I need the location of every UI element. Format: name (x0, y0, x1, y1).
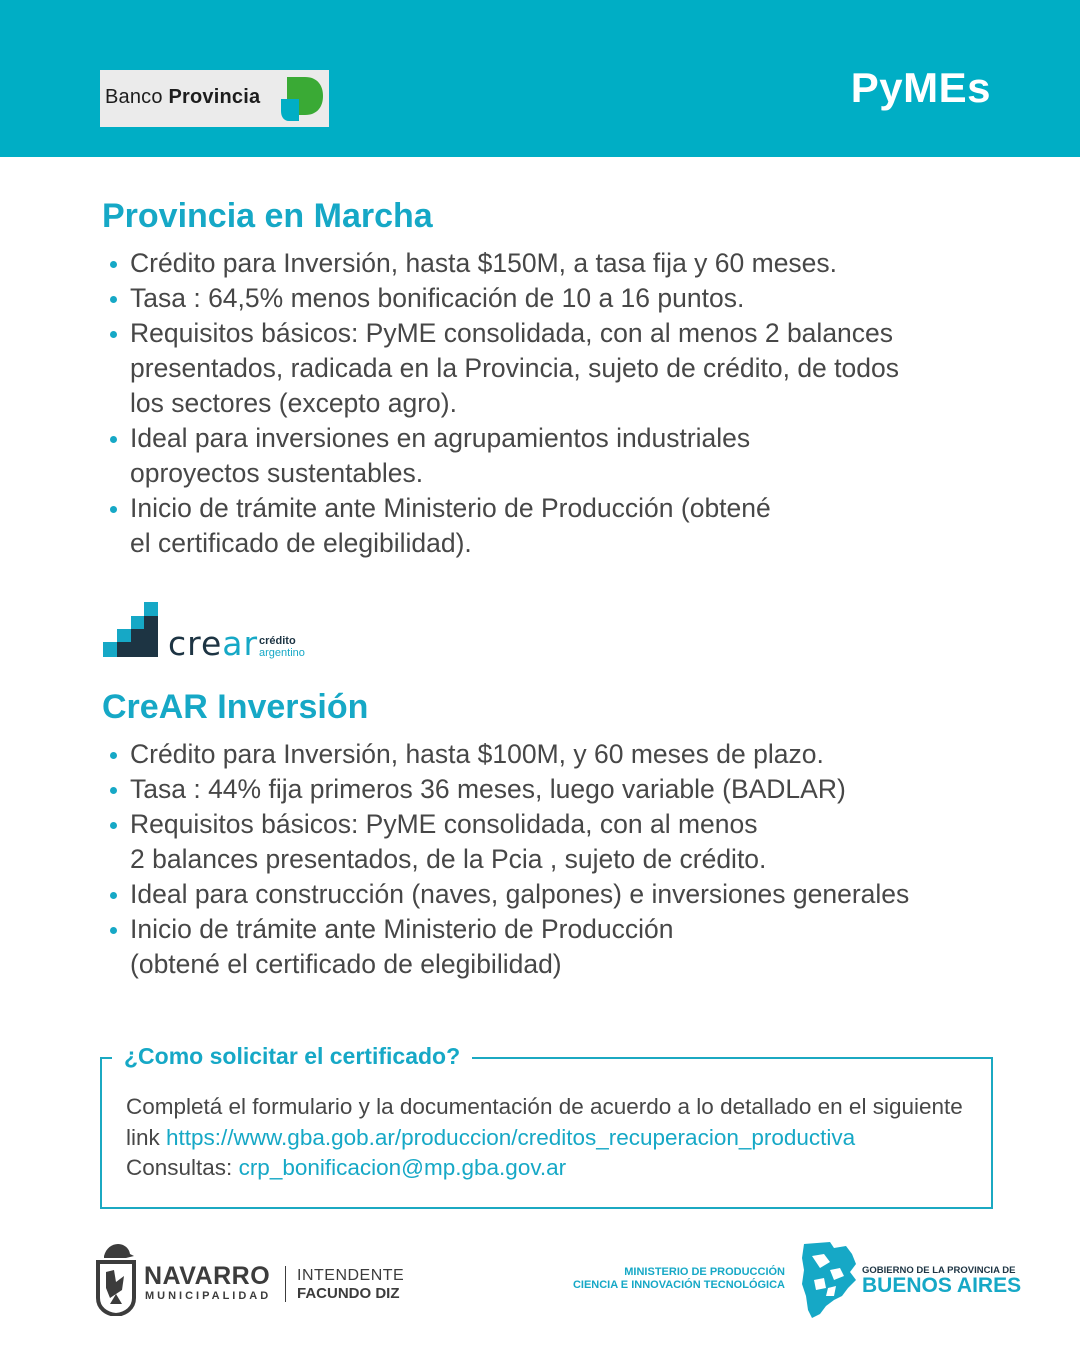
crear-wordmark: crear (168, 624, 259, 663)
intendente-name: FACUNDO DIZ (297, 1285, 400, 1302)
navarro-crest-icon (96, 1242, 136, 1316)
list-item: Tasa : 44% fija primeros 36 meses, luego variable (BADLAR) (108, 772, 909, 807)
list-item: Ideal para construcción (naves, galpones) e inversiones generales (108, 877, 909, 912)
divider (285, 1266, 286, 1302)
contact-email-link[interactable]: crp_bonificacion@mp.gba.gov.ar (238, 1155, 567, 1180)
list-item: Requisitos básicos: PyME consolidada, con al menos 2 balances presentados, de la Pcia , sujeto de crédito. (108, 807, 909, 877)
gba-title: BUENOS AIRES (862, 1274, 1022, 1297)
buenos-aires-map-icon (800, 1240, 858, 1320)
instructions-line: Completá el formulario y la documentación de acuerdo a lo detallado en el siguiente (126, 1094, 963, 1119)
navarro-name: NAVARRO (144, 1262, 271, 1290)
list-item: Ideal para inversiones en agrupamientos industriales oproyectos sustentables. (108, 421, 899, 491)
list-item: Crédito para Inversión, hasta $100M, y 60 meses de plazo. (108, 737, 909, 772)
list-item: Crédito para Inversión, hasta $150M, a tasa fija y 60 meses. (108, 246, 899, 281)
gobierno-buenos-aires-logo (800, 1240, 1020, 1320)
gba-label: GOBIERNO DE LA PROVINCIA DE (862, 1265, 1016, 1276)
header-banner (0, 0, 1080, 157)
banco-provincia-wordmark: Banco Provincia (105, 86, 261, 108)
list-item: Inicio de trámite ante Ministerio de Producción (obtené el certificado de elegibilidad). (108, 491, 899, 561)
list-item: Requisitos básicos: PyME consolidada, con al menos 2 balances presentados, radicada en la Provincia, sujeto de crédito, de todos los sectores (excepto agro). (108, 316, 899, 421)
ministerio-produccion-label: MINISTERIO DE PRODUCCIÓN CIENCIA E INNOVACIÓN TECNOLÓGICA (572, 1266, 785, 1291)
banco-provincia-logo (100, 70, 329, 127)
certificate-box-title: ¿Como solicitar el certificado? (112, 1043, 472, 1070)
crear-stairs-icon (103, 602, 161, 660)
list-item: Tasa : 64,5% menos bonificación de 10 a 16 puntos. (108, 281, 899, 316)
crear-logo (103, 602, 323, 663)
certificate-box-text (126, 1092, 963, 1184)
link-line: link https://www.gba.gob.ar/produccion/creditos_recuperacion_productiva (126, 1124, 856, 1150)
navarro-sub: MUNICIPALIDAD (145, 1290, 272, 1302)
crear-sub-label: crédito (259, 635, 296, 647)
navarro-municipalidad-logo (96, 1242, 416, 1318)
contact-line: Consultas: crp_bonificacion@mp.gba.gov.ar (126, 1155, 567, 1180)
list-item: Inicio de trámite ante Ministerio de Producción (obtené el certificado de elegibilidad) (108, 912, 909, 982)
intendente-label: INTENDENTE (297, 1267, 405, 1284)
crear-inversion-bullets (108, 737, 909, 982)
section-title-provincia-en-marcha: Provincia en Marcha (102, 197, 433, 235)
section-title-crear-inversion: CreAR Inversión (102, 688, 369, 726)
crear-sub-label: argentino (259, 647, 305, 659)
pymes-badge: PyMEs (850, 64, 991, 111)
certificate-link[interactable]: https://www.gba.gob.ar/produccion/creditos_recuperacion_productiva (166, 1124, 856, 1150)
banco-provincia-mark-icon (281, 75, 325, 121)
provincia-en-marcha-bullets (108, 246, 899, 561)
